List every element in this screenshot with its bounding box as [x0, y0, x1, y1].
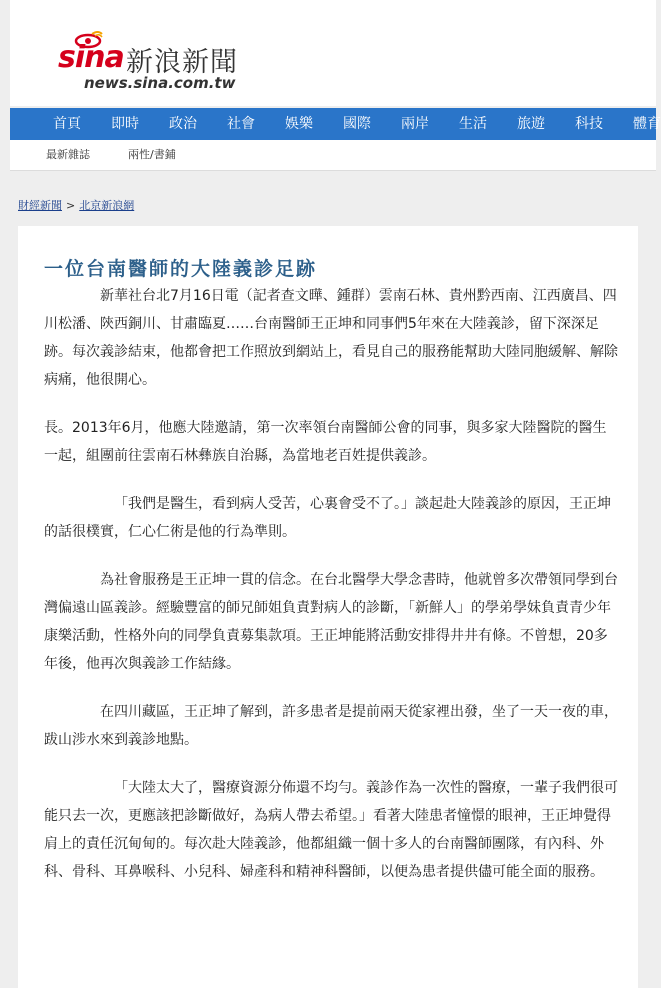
subnav-item-gender-books[interactable]: 兩性/書鋪: [128, 148, 176, 161]
nav-item-life[interactable]: 生活: [459, 116, 487, 132]
article-paragraph: 為社會服務是王正坤一貫的信念。在台北醫學大學念書時，他就曾多次帶領同學到台灣偏遠山區義診。經驗豐富的師兄師姐負責對病人的診斷，「新鮮人」的學弟學妹負責青少年康樂活動，性格外向的同學負責募集款項。王正坤能將活動安排得井井有條。不曾想，20多年後，他再次與義診工作結緣。: [44, 572, 618, 672]
site-header: [10, 0, 656, 106]
subnav-item-latest-magazines[interactable]: 最新雜誌: [46, 148, 90, 161]
article-paragraph: 「大陸太大了，醫療資源分佈還不均勻。義診作為一次性的醫療，一輩子我們很可能只去一次，更應該把診斷做好，為病人帶去希望。」看著大陸患者憧憬的眼神，王正坤覺得肩上的責任沉甸甸的。每次赴大陸義診，他都組織一個十多人的台南醫師團隊，有內科、外科、骨科、耳鼻喉科、小兒科、婦產科和精神科醫師，以便為患者提供儘可能全面的服務。: [44, 780, 618, 880]
article-paragraph: 「我們是醫生，看到病人受苦，心裏會受不了。」談起赴大陸義診的原因，王正坤的話很樸實，仁心仁術是他的行為準則。: [44, 496, 611, 540]
nav-item-travel[interactable]: 旅遊: [517, 116, 545, 132]
nav-item-cross-strait[interactable]: 兩岸: [401, 116, 429, 132]
breadcrumb-beijing-sina[interactable]: 北京新浪網: [79, 199, 135, 212]
site-url: news.sina.com.tw: [84, 74, 236, 92]
breadcrumb: [18, 197, 134, 211]
nav-item-sports[interactable]: 體育: [633, 116, 661, 132]
article-panel: [18, 226, 638, 988]
nav-item-politics[interactable]: 政治: [169, 116, 197, 132]
article-title: 一位台南醫師的大陸義診足跡: [44, 258, 318, 280]
breadcrumb-finance-news[interactable]: 財經新聞: [18, 199, 62, 212]
main-nav: [10, 108, 661, 140]
nav-item-instant[interactable]: 即時: [111, 116, 139, 132]
article-body: [44, 282, 620, 886]
nav-item-society[interactable]: 社會: [227, 116, 255, 132]
nav-item-tech[interactable]: 科技: [575, 116, 603, 132]
nav-item-home[interactable]: 首頁: [53, 116, 81, 132]
sina-logo[interactable]: [48, 30, 278, 90]
nav-item-international[interactable]: 國際: [343, 116, 371, 132]
article-paragraph: 新華社台北7月16日電（記者查文曄、鍾群）雲南石林、貴州黔西南、江西廣昌、四川松潘、陝西銅川、甘肅臨夏……台南醫師王正坤和同事們5年來在大陸義診，留下深深足跡。每次義診結束，他都會把工作照放到網站上，看見自己的服務能幫助大陸同胞緩解、解除病痛，他很開心。: [44, 288, 618, 388]
article-paragraph: 長。2013年6月，他應大陸邀請，第一次率領台南醫師公會的同事，與多家大陸醫院的醫生一起，組團前往雲南石林彝族自治縣，為當地老百姓提供義診。: [44, 420, 607, 464]
nav-item-entertainment[interactable]: 娛樂: [285, 116, 313, 132]
brand-chinese-name: 新浪新聞: [126, 47, 238, 78]
article-paragraph: 在四川藏區，王正坤了解到，許多患者是提前兩天從家裡出發，坐了一天一夜的車，跋山涉水來到義診地點。: [44, 704, 618, 748]
breadcrumb-separator: >: [66, 199, 76, 212]
sub-nav: [10, 140, 656, 171]
brand-wordmark: sina: [58, 40, 124, 75]
